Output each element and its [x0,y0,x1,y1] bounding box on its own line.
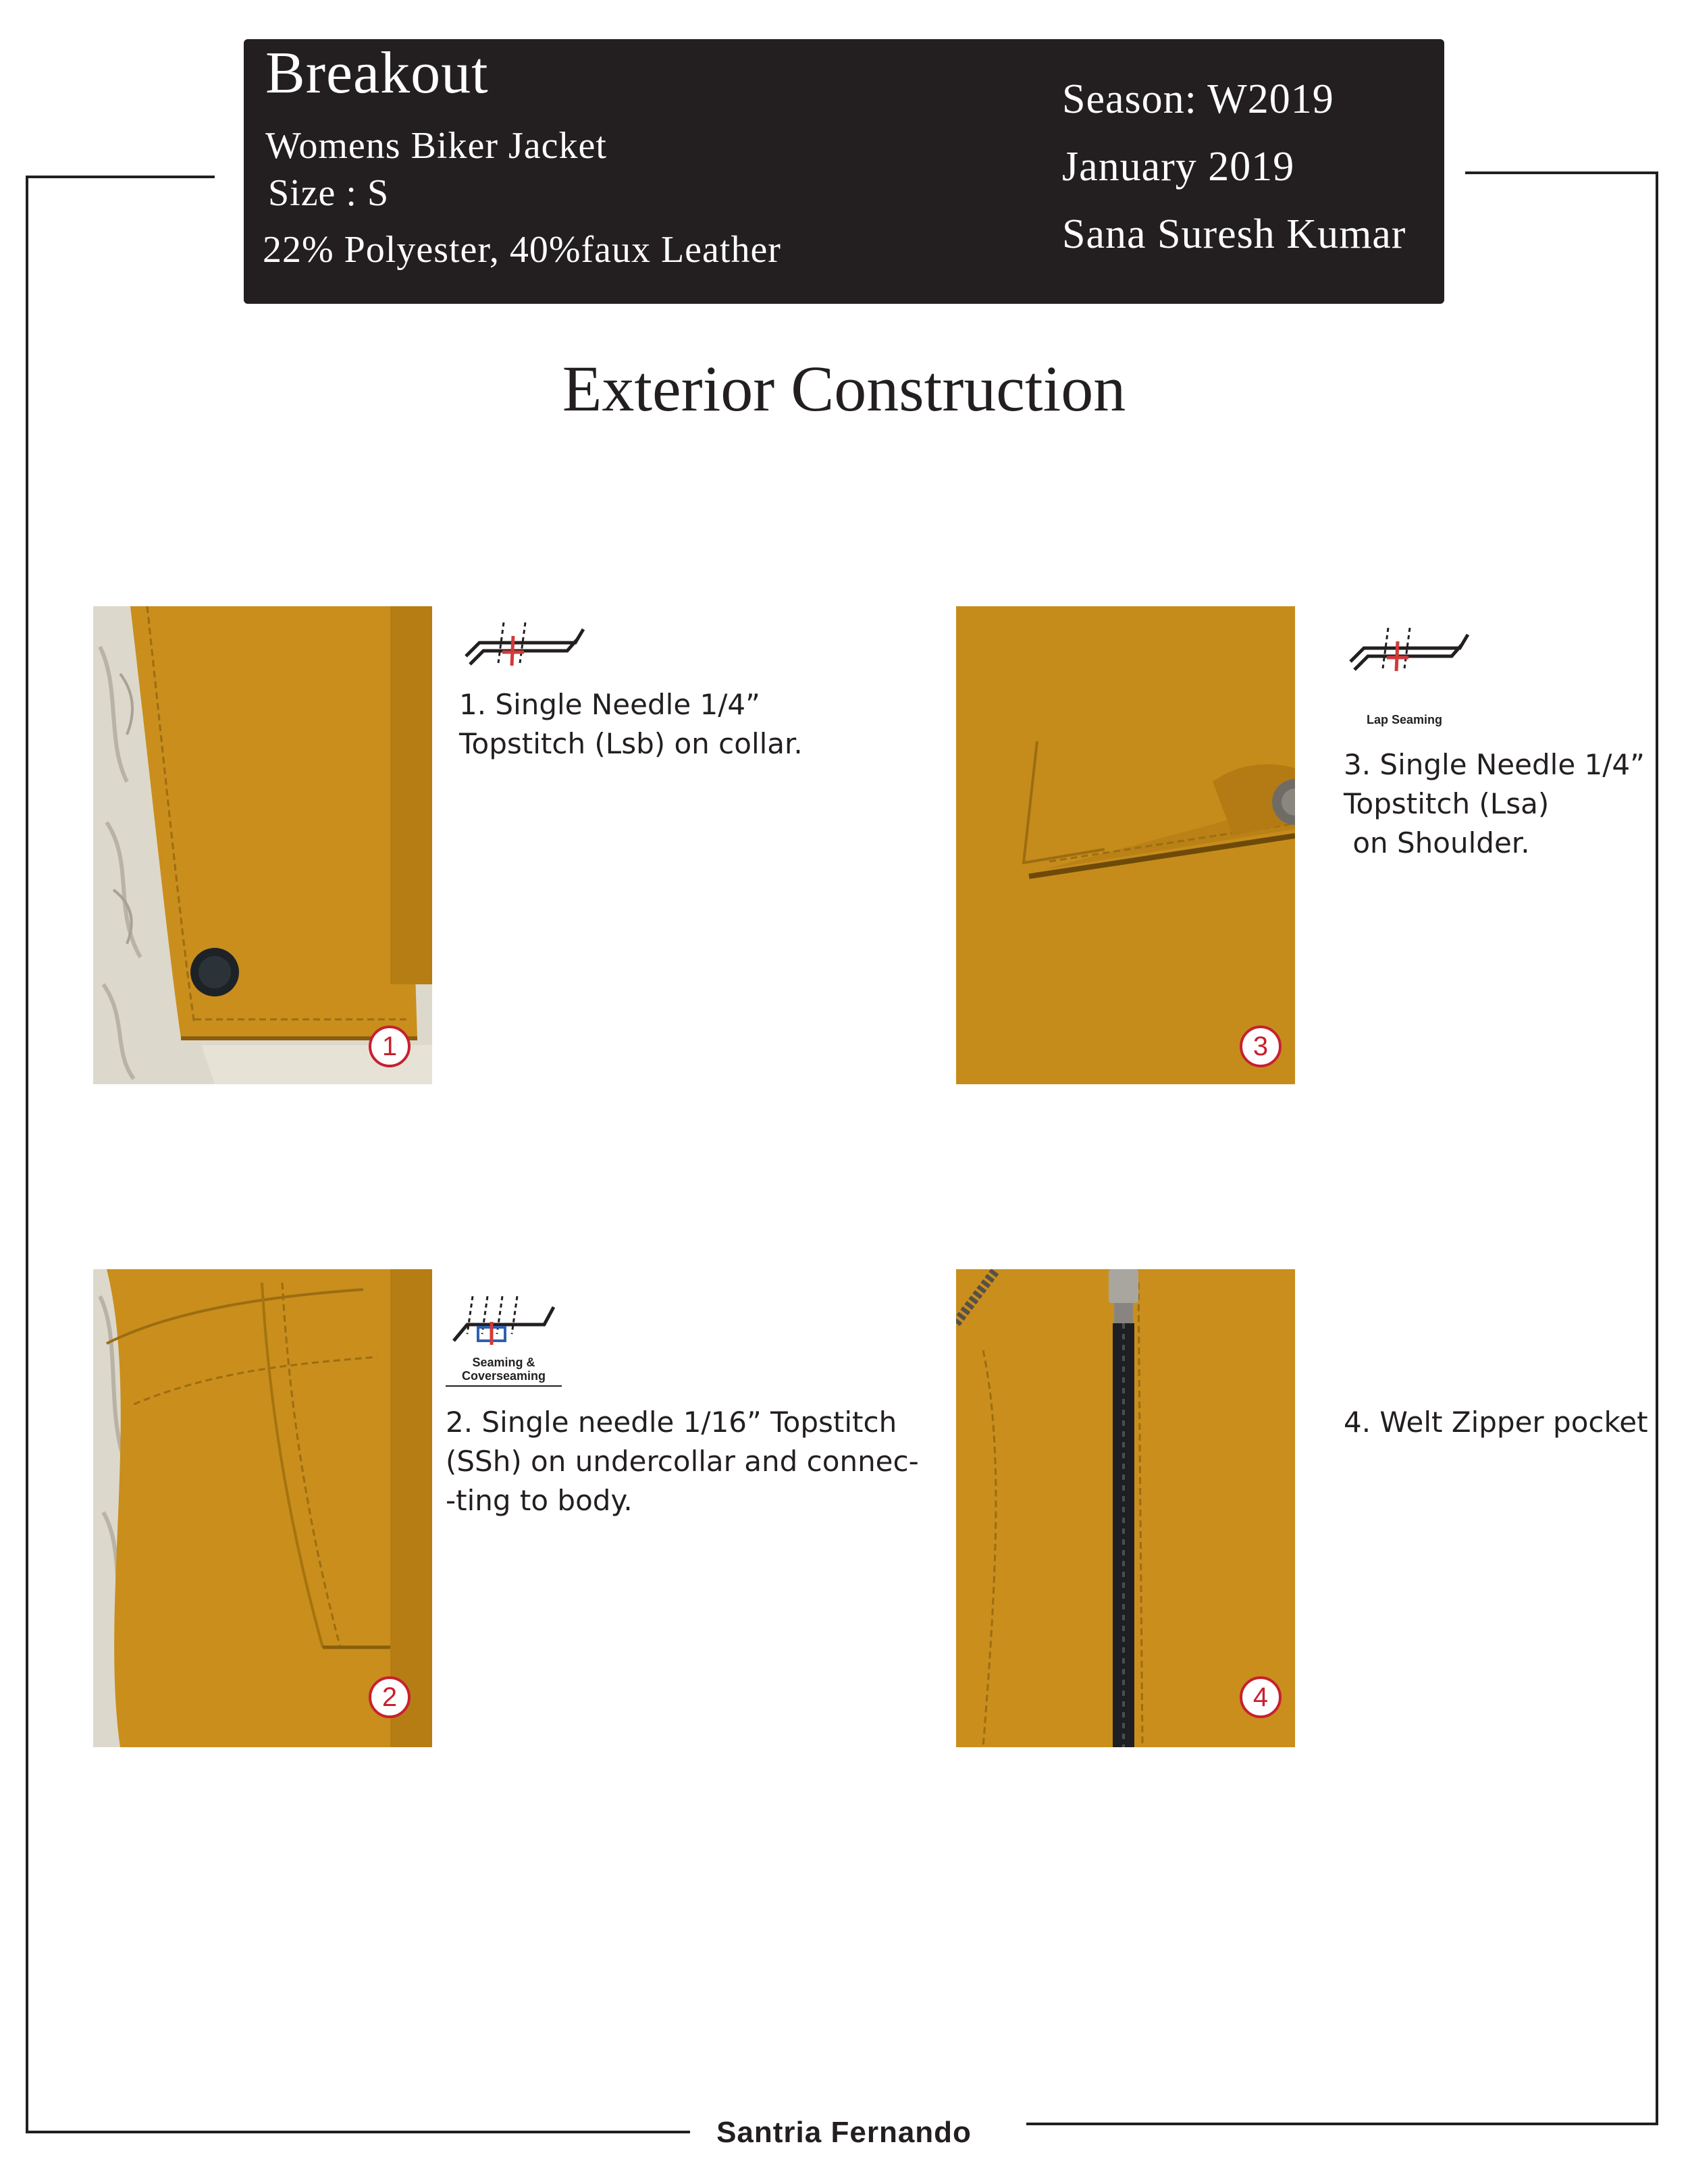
detail-badge-4: 4 [1240,1676,1282,1718]
stitch-underline [446,1385,562,1387]
season-label: Season: W2019 [1062,76,1334,122]
detail-photo-shoulder [956,606,1295,1084]
frame-right [1656,171,1658,2124]
frame-top-left [26,176,215,178]
fabric-content: 22% Polyester, 40%faux Leather [263,229,781,271]
footer-author: Santria Fernando [716,2116,972,2149]
detail-caption-3: 3. Single Needle 1/4” Topstitch (Lsa) on Shoulder. [1344,748,1645,859]
detail-caption-2: 2. Single needle 1/16” Topstitch (SSh) on undercollar and connec- -ting to body. [446,1406,919,1517]
seaming-coverseaming-icon [446,1287,562,1387]
brand-name: Breakout [265,41,489,106]
date-label: January 2019 [1062,144,1295,190]
detail-badge-3: 3 [1240,1026,1282,1067]
detail-badge-2: 2 [369,1676,411,1718]
product-name: Womens Biker Jacket [265,125,607,167]
size-label: Size : S [268,172,390,214]
detail-photo-collar [93,606,432,1084]
stitch-label-seaming: Seaming & [472,1356,535,1369]
page-title: Exterior Construction [562,352,1126,425]
designer-name: Sana Suresh Kumar [1062,211,1406,257]
detail-caption-4: 4. Welt Zipper pocket [1344,1406,1648,1439]
stitch-label-coverseaming: Coverseaming [461,1369,546,1383]
detail-caption-1: 1. Single Needle 1/4” Topstitch (Lsb) on collar. [459,688,803,760]
lap-seam-icon-shoulder [1344,614,1479,725]
detail-badge-1: 1 [369,1026,411,1067]
lap-seam-icon [459,609,594,676]
stitch-label-lap: Lap Seaming [1366,713,1443,726]
detail-photo-zipper [956,1269,1295,1747]
detail-photo-undercollar [93,1269,432,1747]
frame-top-right [1465,171,1658,174]
frame-left [26,176,28,2133]
header-block [244,39,1444,304]
